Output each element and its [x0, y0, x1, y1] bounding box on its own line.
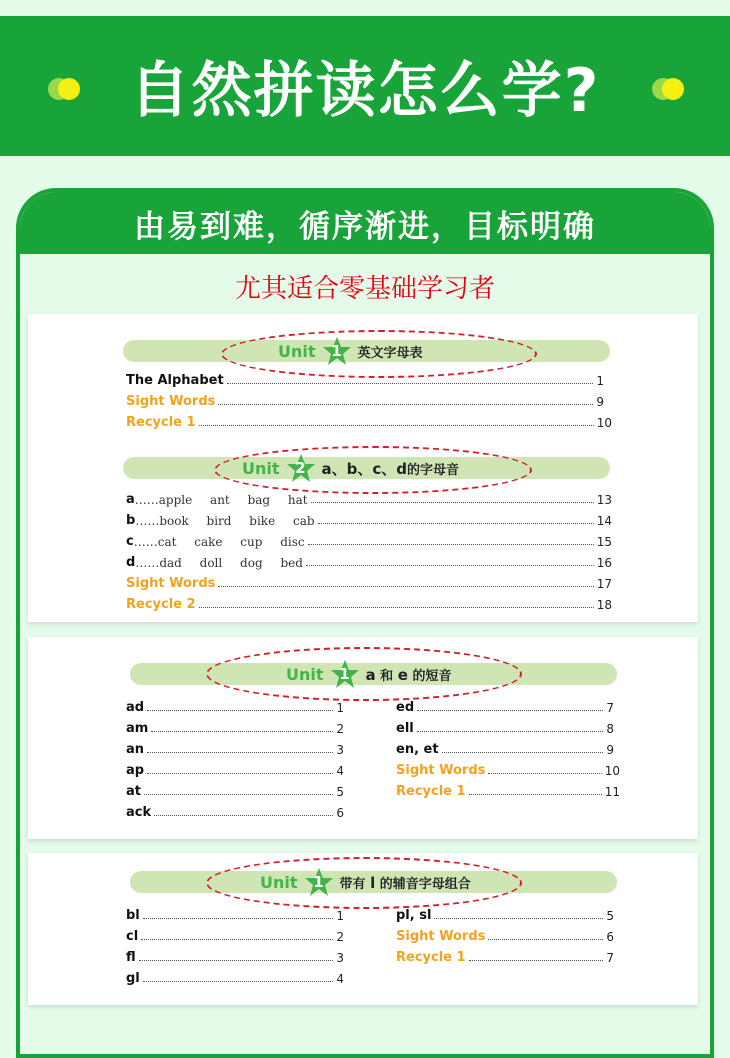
unit-letter-a: a	[365, 665, 376, 684]
toc-page: 1	[596, 374, 604, 388]
toc-label: am	[126, 721, 149, 736]
toc-label: at	[126, 784, 141, 799]
toc-page: 9	[606, 743, 614, 757]
toc-page: 17	[596, 577, 612, 591]
unit-description: 的辅音字母组合	[379, 876, 471, 892]
toc-row	[126, 489, 612, 507]
toc-words: cat cake cup disc	[157, 535, 305, 549]
toc-page: 15	[596, 535, 612, 549]
toc-label: Recycle 1	[396, 950, 466, 965]
toc-card-2	[28, 637, 698, 839]
toc-label: ad	[126, 700, 145, 715]
dot-leader	[318, 523, 594, 524]
dot-leader	[227, 383, 594, 384]
toc-letter: d	[126, 555, 136, 570]
toc-label: gl	[126, 971, 140, 986]
dot-leader	[488, 939, 603, 940]
dot-leader	[147, 710, 333, 711]
dot-leader	[143, 981, 334, 982]
dot-leader	[218, 404, 593, 405]
dot-leader	[147, 773, 333, 774]
toc-label: Recycle 1	[396, 784, 466, 799]
toc-label: Sight Words	[396, 763, 486, 778]
toc-label: The Alphabet	[126, 373, 224, 388]
dot-leader	[141, 939, 333, 940]
toc-label: fl	[126, 950, 136, 965]
star-icon	[322, 336, 352, 366]
toc-dots: ……	[133, 535, 158, 549]
dot-leader	[417, 710, 603, 711]
unit-desc-pre: 带有	[339, 876, 366, 892]
toc-label: Recycle 2	[126, 597, 196, 612]
toc-label: ell	[396, 721, 414, 736]
dot-leader	[151, 731, 333, 732]
unit-word: Unit	[278, 341, 316, 361]
toc-page: 1	[336, 909, 344, 923]
toc-row	[396, 905, 614, 923]
toc-words: dad doll dog bed	[159, 556, 303, 570]
unit-letters: a、b、c、d	[321, 459, 408, 478]
dot-leader	[469, 794, 602, 795]
decorative-dots-right	[652, 78, 692, 102]
toc-page: 18	[596, 598, 612, 612]
toc-row	[126, 802, 344, 820]
unit-description-group	[340, 873, 471, 892]
toc-row	[396, 947, 614, 965]
toc-row	[126, 968, 344, 986]
toc-label: an	[126, 742, 145, 757]
dot-leader	[139, 960, 334, 961]
unit-and: 和	[380, 668, 394, 684]
unit-description: 的短音	[412, 668, 452, 684]
unit-word: Unit	[260, 872, 298, 892]
toc-row	[126, 552, 612, 570]
toc-page: 7	[606, 701, 614, 715]
toc-letter: b	[126, 513, 136, 528]
toc-page: 7	[606, 951, 614, 965]
toc-row	[126, 926, 344, 944]
unit-description-group	[366, 665, 452, 684]
unit-word: Unit	[242, 458, 280, 478]
unit-heading	[286, 659, 451, 689]
dot-leader	[306, 565, 594, 566]
toc-label: ap	[126, 763, 145, 778]
toc-label: Sight Words	[396, 929, 486, 944]
star-icon	[304, 867, 334, 897]
dot-leader	[144, 794, 333, 795]
toc-row	[126, 573, 612, 591]
toc-page: 14	[596, 514, 612, 528]
dot-leader	[488, 773, 601, 774]
toc-page: 10	[596, 416, 612, 430]
unit-heading	[242, 453, 459, 483]
toc-row	[126, 510, 612, 528]
toc-row	[126, 718, 344, 736]
toc-page: 9	[596, 395, 604, 409]
toc-letter: c	[126, 534, 134, 549]
star-icon	[286, 453, 316, 483]
dot-leader	[469, 960, 604, 961]
toc-dots: ……	[135, 556, 160, 570]
toc-page: 6	[336, 806, 344, 820]
toc-row	[126, 370, 604, 388]
unit-number: 1	[331, 342, 342, 360]
toc-row	[126, 412, 612, 430]
toc-row	[126, 739, 344, 757]
unit-heading	[278, 336, 423, 366]
toc-row	[126, 947, 344, 965]
panel-subtitle: 尤其适合零基础学习者	[234, 274, 495, 304]
toc-page: 5	[336, 785, 344, 799]
toc-row	[396, 739, 614, 757]
toc-page: 3	[336, 743, 344, 757]
banner-title: 自然拼读怎么学?	[129, 56, 601, 126]
toc-page: 5	[606, 909, 614, 923]
toc-label: bl	[126, 908, 140, 923]
toc-row	[396, 781, 620, 799]
toc-page: 2	[336, 722, 344, 736]
toc-page: 2	[336, 930, 344, 944]
unit-heading	[260, 867, 471, 897]
unit-number: 1	[313, 873, 324, 891]
toc-row	[126, 697, 344, 715]
toc-page: 6	[606, 930, 614, 944]
toc-label: pl, sl	[396, 908, 432, 923]
toc-row	[126, 531, 612, 549]
toc-letter: a	[126, 492, 135, 507]
unit-number: 1	[339, 665, 350, 683]
toc-label: Recycle 1	[126, 415, 196, 430]
toc-label: Sight Words	[126, 394, 216, 409]
toc-row	[126, 905, 344, 923]
dot-leader	[154, 815, 333, 816]
unit-description: 英文字母表	[357, 345, 423, 361]
unit-description-group	[322, 458, 460, 479]
dot-leader	[199, 607, 594, 608]
unit-description: 的字母音	[407, 462, 460, 478]
toc-row	[126, 760, 344, 778]
dot-leader	[442, 752, 604, 753]
toc-label: Sight Words	[126, 576, 216, 591]
toc-page: 16	[596, 556, 612, 570]
decorative-dots-left	[48, 78, 88, 102]
toc-page: 10	[604, 764, 620, 778]
toc-page: 1	[336, 701, 344, 715]
unit-word: Unit	[286, 664, 324, 684]
toc-row	[396, 718, 614, 736]
unit-letter-l: l	[370, 873, 376, 892]
dot-leader	[218, 586, 593, 587]
toc-label: en, et	[396, 742, 439, 757]
toc-row	[126, 594, 612, 612]
toc-page: 11	[604, 785, 620, 799]
toc-words: book bird bike cab	[159, 514, 315, 528]
dot-leader	[147, 752, 333, 753]
dot-leader	[308, 544, 594, 545]
unit-number: 2	[295, 459, 306, 477]
unit-letter-e: e	[397, 665, 408, 684]
toc-card-3	[28, 853, 698, 1005]
toc-row	[126, 781, 344, 799]
toc-words: apple ant bag hat	[158, 493, 308, 507]
top-banner	[0, 16, 730, 156]
toc-page: 13	[596, 493, 612, 507]
toc-row	[396, 697, 614, 715]
toc-card-1	[28, 314, 698, 622]
star-icon	[330, 659, 360, 689]
dot-leader	[199, 425, 594, 426]
panel-header: 由易到难，循序渐进，目标明确	[20, 192, 710, 254]
toc-row	[396, 926, 614, 944]
toc-label: cl	[126, 929, 139, 944]
toc-page: 8	[606, 722, 614, 736]
toc-label: ed	[396, 700, 415, 715]
toc-label: ack	[126, 805, 152, 820]
toc-dots: ……	[134, 493, 159, 507]
toc-page: 4	[336, 764, 344, 778]
dot-leader	[311, 502, 594, 503]
toc-row	[126, 391, 604, 409]
dot-leader	[417, 731, 604, 732]
toc-row	[396, 760, 620, 778]
toc-page: 3	[336, 951, 344, 965]
toc-page: 4	[336, 972, 344, 986]
toc-dots: ……	[135, 514, 160, 528]
dot-leader	[143, 918, 334, 919]
dot-leader	[434, 918, 603, 919]
